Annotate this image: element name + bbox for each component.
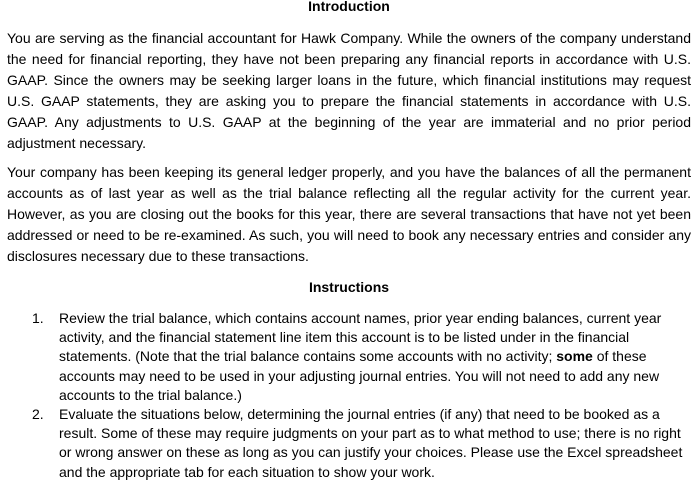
instruction-emphasis: some <box>556 348 593 365</box>
instructions-heading: Instructions <box>308 279 390 295</box>
introduction-heading: Introduction <box>308 0 390 14</box>
introduction-paragraph-2: Your company has been keeping its general ledger properly, and you have the balances of all the permanent accounts as of last year as well as the trial balance reflecting all the regular activity for the current year. However, as you are closing out the books for this year, there are several transactions that have not yet been addressed or need to be re-examined. As such, you will need to book any necessary entries and consider any disclosures necessary due to these transactions. <box>7 164 691 264</box>
instruction-item-2 <box>7 405 691 482</box>
instruction-item-1 <box>7 309 691 405</box>
instruction-number: 1. <box>32 310 44 326</box>
instruction-text: Evaluate the situations below, determining the journal entries (if any) that need to be booked as a result. Some of these may require judgments on your part as to what method to use; there is no right or wrong answer on these as long as you can justify your choices. Please use the Excel spreadsheet and the appropriate tab for each situation to show your work. <box>59 406 683 480</box>
instruction-text: Review the trial balance, which contains account names, prior year ending balances, current year activity, and the financial statement line item this account is to be listed under in the financial statements. (Note that the trial balance contains some accounts with no activity; <box>59 310 662 365</box>
introduction-paragraph-1: You are serving as the financial accountant for Hawk Company. While the owners of the company understand the need for financial reporting, they have not been preparing any financial reports in accordance with U.S. GAAP. Since the owners may be seeking larger loans in the future, which financial institutions may request U.S. GAAP statements, they are asking you to prepare the financial statements in accordance with U.S. GAAP. Any adjustments to U.S. GAAP at the beginning of the year are immaterial and no prior period adjustment necessary. <box>7 30 691 151</box>
instructions-list <box>7 309 691 482</box>
instruction-text-continued: of these accounts may need to be used in your adjusting journal entries. You will not need to add any new accounts to the trial balance.) <box>59 348 660 403</box>
instruction-number: 2. <box>32 406 44 423</box>
document-page <box>7 0 691 482</box>
